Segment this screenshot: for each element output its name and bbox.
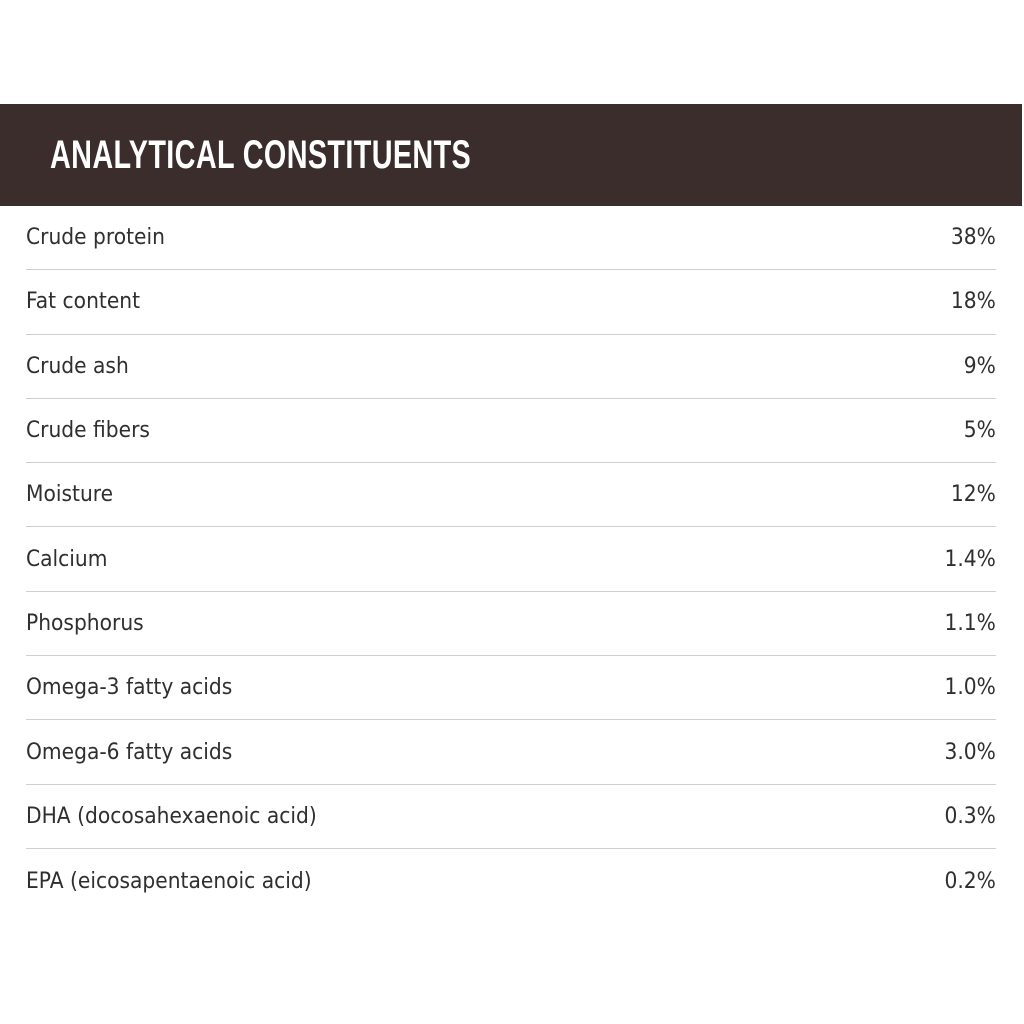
constituent-value: 0.2% xyxy=(944,868,996,894)
analytical-constituents-panel xyxy=(0,104,1022,913)
constituent-value: 18% xyxy=(951,289,996,315)
constituent-name: EPA (eicosapentaenoic acid) xyxy=(26,868,312,894)
constituent-name: Crude ash xyxy=(26,353,129,379)
table-row xyxy=(26,527,996,591)
constituent-value: 1.1% xyxy=(944,610,996,636)
constituents-list xyxy=(0,206,1022,913)
constituent-value: 5% xyxy=(963,418,996,444)
constituent-value: 1.4% xyxy=(944,546,996,572)
constituent-value: 9% xyxy=(963,353,996,379)
constituent-name: DHA (docosahexaenoic acid) xyxy=(26,803,317,829)
table-row xyxy=(26,206,996,270)
table-row xyxy=(26,656,996,720)
constituent-value: 0.3% xyxy=(944,803,996,829)
constituent-value: 38% xyxy=(951,225,996,251)
panel-title: ANALYTICAL CONSTITUENTS xyxy=(50,132,472,177)
constituent-value: 3.0% xyxy=(944,739,996,765)
constituent-name: Moisture xyxy=(26,482,114,508)
panel-header xyxy=(0,104,1022,206)
constituent-value: 1.0% xyxy=(944,675,996,701)
constituent-name: Omega-3 fatty acids xyxy=(26,675,233,701)
table-row xyxy=(26,785,996,849)
constituent-value: 12% xyxy=(951,482,996,508)
table-row xyxy=(26,592,996,656)
constituent-name: Calcium xyxy=(26,546,108,572)
table-row xyxy=(26,335,996,399)
table-row xyxy=(26,399,996,463)
constituent-name: Fat content xyxy=(26,289,141,315)
table-row xyxy=(26,463,996,527)
constituent-name: Omega-6 fatty acids xyxy=(26,739,233,765)
constituent-name: Phosphorus xyxy=(26,610,144,636)
table-row xyxy=(26,720,996,784)
constituent-name: Crude protein xyxy=(26,225,165,251)
constituent-name: Crude fibers xyxy=(26,418,150,444)
table-row xyxy=(26,849,996,913)
table-row xyxy=(26,270,996,334)
